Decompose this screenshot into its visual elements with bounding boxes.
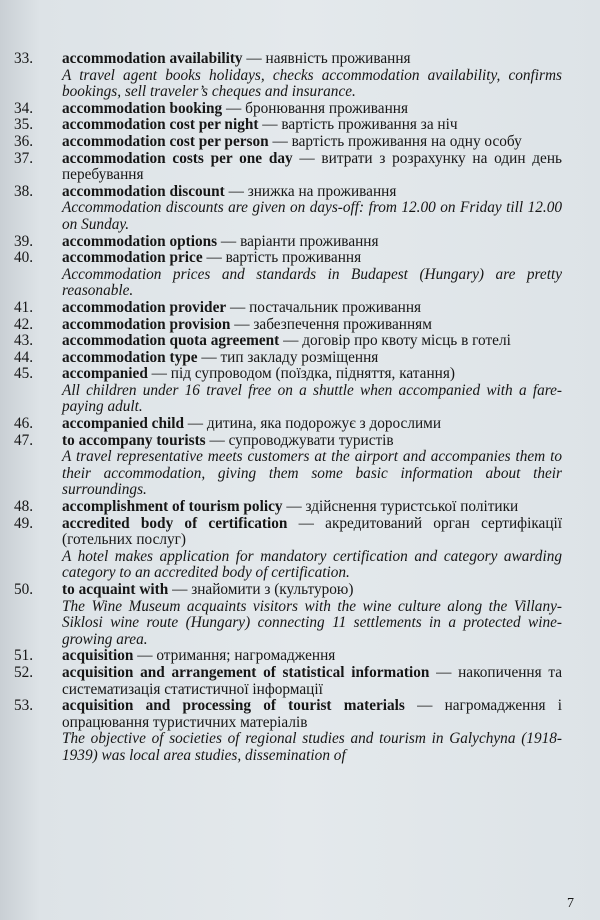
entry-term: accommodation cost per person <box>62 132 269 150</box>
entry-separator: — <box>268 132 292 150</box>
entry-translation: нагромадження і опрацювання туристичних матеріалів <box>62 697 562 731</box>
entry-list <box>14 51 562 765</box>
entry-translation: отримання; нагромадження <box>156 647 336 665</box>
entry-term: accompanied <box>62 365 148 383</box>
dictionary-entry <box>14 366 562 416</box>
entry-translation: договір про квоту місць в готелі <box>302 332 511 350</box>
entry-separator: — <box>217 232 241 250</box>
entry-number: 37. <box>14 149 34 167</box>
entry-number: 48. <box>14 498 34 516</box>
entry-translation: наявність проживання <box>265 50 411 67</box>
dictionary-entry <box>14 101 562 118</box>
entry-separator: — <box>222 99 246 117</box>
entry-number: 50. <box>14 581 34 598</box>
entry-term: accommodation provision <box>62 315 231 333</box>
entry-example: Accommodation prices and standards in Budapest (Hungary) are pretty reasonable. <box>62 265 562 300</box>
entry-line <box>14 350 562 367</box>
entry-separator: — <box>282 498 306 516</box>
entry-example: All children under 16 travel free on a shuttle when accompanied with a fare-paying adult. <box>62 381 562 416</box>
entry-separator: — <box>226 298 250 316</box>
dictionary-entry <box>14 516 562 582</box>
entry-separator: — <box>287 514 326 532</box>
entry-term: accommodation availability <box>62 50 243 67</box>
entry-separator: — <box>133 647 157 665</box>
entry-translation: бронювання проживання <box>245 99 408 117</box>
entry-number: 33. <box>14 50 34 67</box>
entry-line <box>14 234 562 251</box>
entry-separator: — <box>202 249 226 267</box>
entry-number: 39. <box>14 232 34 250</box>
entry-number: 51. <box>14 647 34 665</box>
page-number: 7 <box>567 896 574 911</box>
entry-line <box>14 300 562 317</box>
entry-example: Accommodation discounts are given on days-off: from 12.00 on Friday till 12.00 on Sunday. <box>62 199 562 233</box>
entry-number: 34. <box>14 99 34 117</box>
entry-translation: під супроводом (поїздка, підняття, катання) <box>170 365 455 383</box>
entry-line <box>14 134 562 151</box>
entry-line <box>14 117 562 134</box>
entry-line <box>14 648 562 665</box>
entry-translation: акредитований орган сертифікації (готельних послуг) <box>62 514 562 549</box>
entry-term: accommodation provider <box>62 298 227 316</box>
entry-term: to accompany tourists <box>62 431 206 449</box>
entry-translation: вартість проживання за ніч <box>281 116 458 134</box>
dictionary-entry <box>14 234 562 251</box>
entry-term: accomplishment of tourism policy <box>62 498 283 516</box>
entry-number: 35. <box>14 116 34 134</box>
entry-term: acquisition and arrangement of statistical information <box>62 663 430 681</box>
dictionary-entry <box>14 134 562 151</box>
entry-line <box>14 698 562 731</box>
entry-separator: — <box>147 365 171 383</box>
entry-number: 36. <box>14 132 34 150</box>
entry-line <box>14 101 562 118</box>
entry-line <box>14 51 562 68</box>
dictionary-entry <box>14 300 562 317</box>
entry-term: accommodation quota agreement <box>62 332 280 350</box>
entry-separator: — <box>168 581 192 598</box>
entry-separator: — <box>429 663 459 681</box>
entry-line <box>14 333 562 350</box>
entry-term: to acquaint with <box>62 581 169 598</box>
entry-translation: знижка на проживання <box>247 182 397 200</box>
entry-number: 49. <box>14 514 34 532</box>
dictionary-entry <box>14 51 562 101</box>
entry-separator: — <box>230 315 254 333</box>
entry-separator: — <box>404 697 445 715</box>
entry-number: 45. <box>14 365 34 383</box>
entry-term: accredited body of certification <box>62 514 288 532</box>
entry-term: accommodation cost per night <box>62 116 259 134</box>
entry-number: 53. <box>14 697 34 715</box>
entry-term: acquisition and processing of tourist materials <box>62 697 405 715</box>
entry-line <box>14 366 562 383</box>
dictionary-entry <box>14 582 562 648</box>
entry-line <box>14 499 562 516</box>
entry-translation: знайомити з (культурою) <box>191 581 354 598</box>
entry-line <box>14 184 562 201</box>
entry-separator: — <box>242 50 266 67</box>
entry-line <box>14 317 562 334</box>
entry-number: 47. <box>14 431 34 449</box>
entry-line <box>14 665 562 698</box>
entry-term: acquisition <box>62 647 134 665</box>
entry-translation: супроводжувати туристів <box>228 431 394 449</box>
entry-number: 42. <box>14 315 34 333</box>
entry-term: accompanied child <box>62 415 184 433</box>
dictionary-entry <box>14 665 562 698</box>
entry-term: accommodation type <box>62 348 198 366</box>
entry-number: 40. <box>14 249 34 267</box>
entry-example: A hotel makes application for mandatory certification and category awarding category to an accredited body of certification. <box>62 547 562 582</box>
entry-term: accommodation discount <box>62 182 225 200</box>
entry-number: 46. <box>14 415 34 433</box>
dictionary-entry <box>14 184 562 234</box>
entry-translation: вартість проживання <box>225 249 362 267</box>
entry-term: accommodation price <box>62 249 203 267</box>
dictionary-entry <box>14 433 562 499</box>
entry-separator: — <box>258 116 282 134</box>
entry-translation: накопичення та систематизація статистичної інформації <box>62 663 563 698</box>
entry-separator: — <box>224 182 248 200</box>
dictionary-entry <box>14 333 562 350</box>
entry-translation: вартість проживання на одну особу <box>291 132 522 150</box>
dictionary-entry <box>14 698 562 764</box>
entry-translation: здійснення туристської політики <box>305 498 519 516</box>
entry-term: accommodation costs per one day <box>62 149 293 167</box>
dictionary-entry <box>14 317 562 334</box>
dictionary-entry <box>14 416 562 433</box>
entry-number: 43. <box>14 332 34 350</box>
entry-number: 52. <box>14 663 34 681</box>
entry-translation: витрати з розрахунку на один день перебування <box>62 149 562 184</box>
entry-example: A travel agent books holidays, checks accommodation availability, confirms bookings, sell traveler’s cheques and insurance. <box>62 66 562 101</box>
entry-term: accommodation booking <box>62 99 223 117</box>
entry-separator: — <box>183 415 207 433</box>
entry-translation: варіанти проживання <box>240 232 379 250</box>
entry-translation: тип закладу розміщення <box>220 348 379 366</box>
entry-translation: дитина, яка подорожує з дорослими <box>206 415 442 433</box>
entry-separator: — <box>197 348 221 366</box>
entry-line <box>14 582 562 599</box>
entry-separator: — <box>279 332 303 350</box>
entry-line <box>14 250 562 267</box>
dictionary-entry <box>14 499 562 516</box>
dictionary-entry <box>14 117 562 134</box>
entry-term: accommodation options <box>62 232 218 250</box>
entry-separator: — <box>205 431 229 449</box>
entry-example: The Wine Museum acquaints visitors with the wine culture along the Villany-Siklosi wine route (Hungary) connecting 11 settlements in a protected wine-growing area. <box>62 597 562 648</box>
entry-translation: забезпечення проживанням <box>253 315 432 333</box>
dictionary-entry <box>14 151 562 184</box>
dictionary-entry <box>14 648 562 665</box>
dictionary-entry <box>14 250 562 300</box>
dictionary-entry <box>14 350 562 367</box>
entry-example: The objective of societies of regional studies and tourism in Galychyna (1918-1939) was local area studies, dissemination of <box>62 730 562 764</box>
entry-line <box>14 433 562 450</box>
entry-line <box>14 151 562 184</box>
entry-separator: — <box>292 149 322 167</box>
entry-example: A travel representative meets customers at the airport and accompanies them to their accommodation, giving them some basic information about their surroundings. <box>62 448 562 499</box>
entry-number: 38. <box>14 182 34 200</box>
entry-number: 41. <box>14 298 34 316</box>
entry-number: 44. <box>14 348 34 366</box>
entry-line <box>14 416 562 433</box>
entry-translation: постачальник проживання <box>249 298 422 316</box>
entry-line <box>14 516 562 549</box>
